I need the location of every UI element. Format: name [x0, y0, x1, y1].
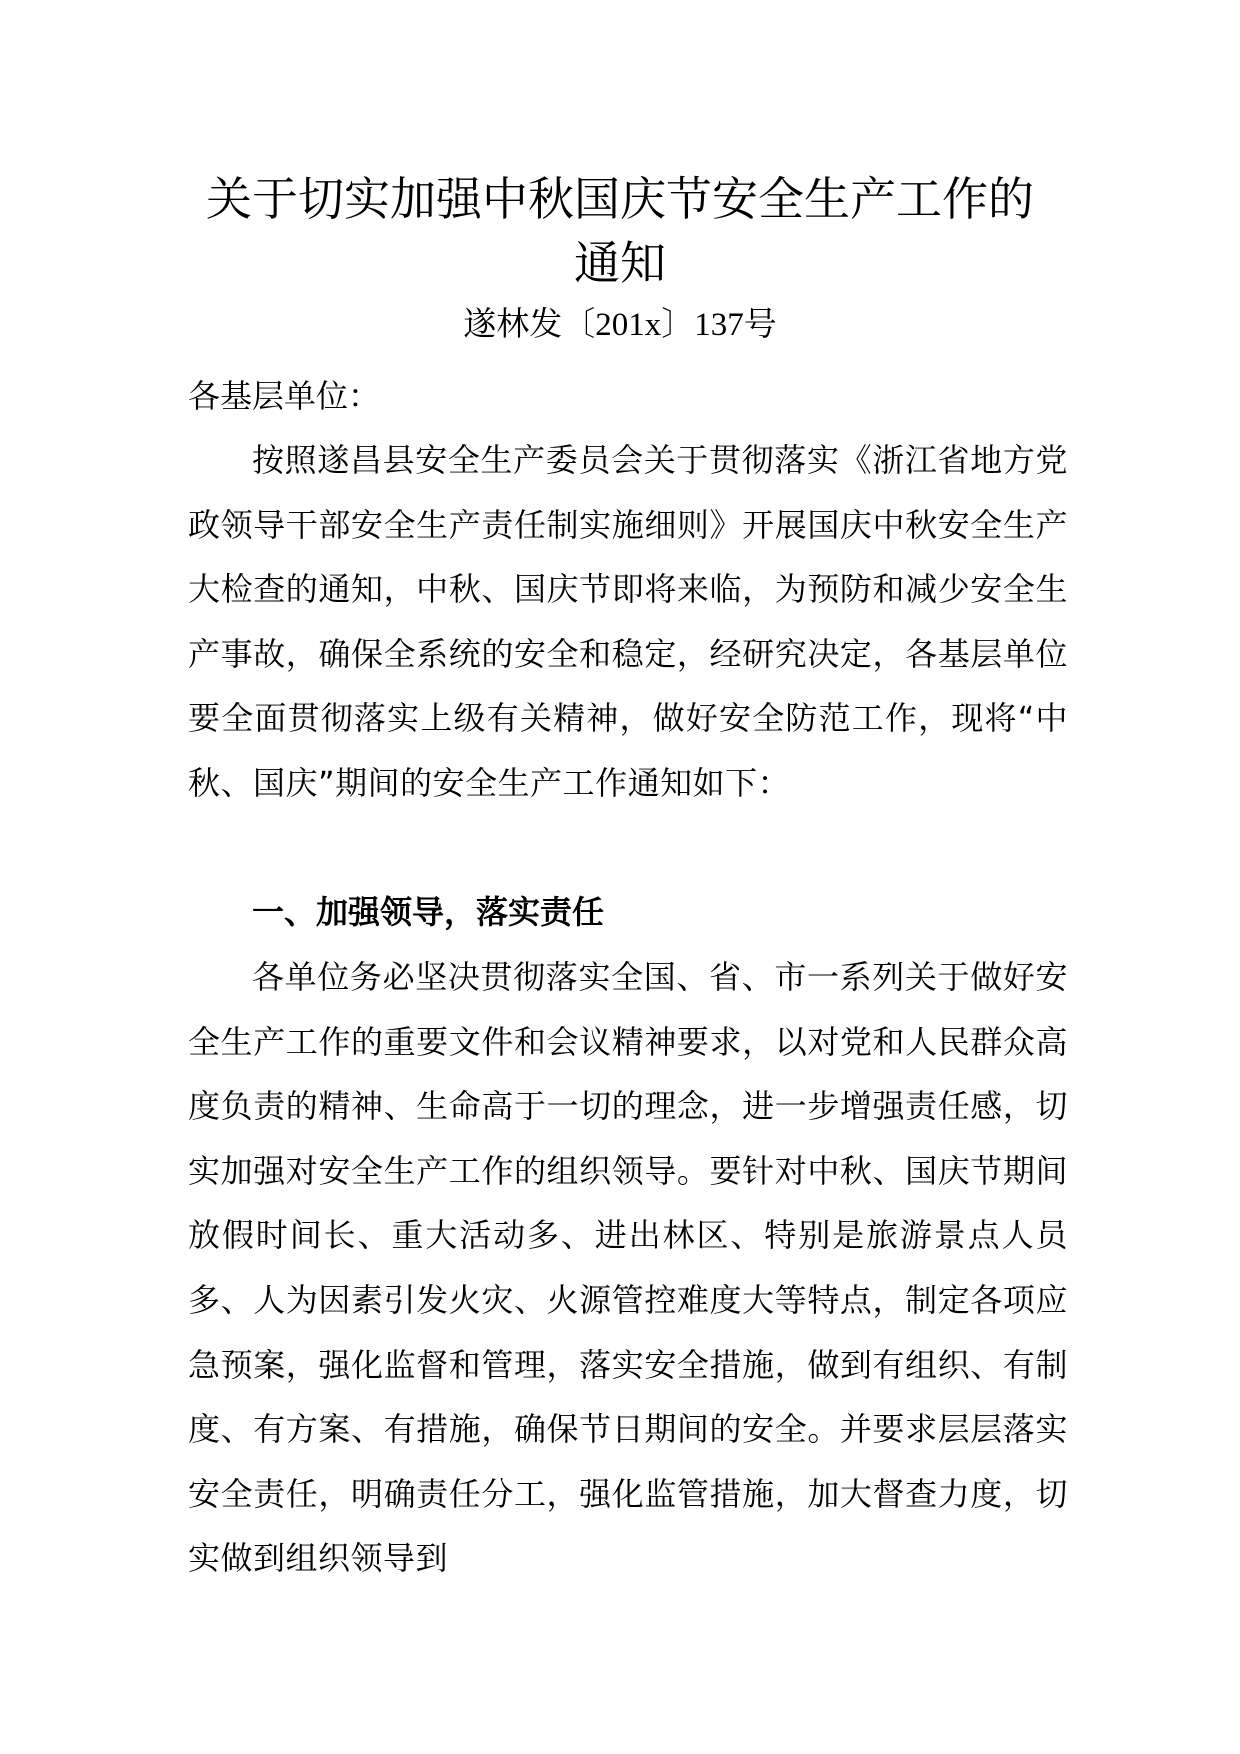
paragraph-intro: 按照遂昌县安全生产委员会关于贯彻落实《浙江省地方党政领导干部安全生产责任制实施细则》开展国庆中秋安全生产大检查的通知，中秋、国庆节即将来临，为预防和减少安全生产事故，确保全系统的安全和稳定，经研究决定，各基层单位要全面贯彻落实上级有关精神，做好安全防范工作，现将“中秋、国庆”期间的安全生产工作通知如下：: [188, 441, 1068, 802]
section-heading-1: 一、加强领导，落实责任: [252, 893, 605, 931]
page-title-line-2: 通知: [574, 236, 666, 290]
salutation: 各基层单位：: [188, 377, 381, 415]
page-title-line-1: 关于切实加强中秋国庆节安全生产工作的: [206, 172, 1034, 226]
document-number: 遂林发〔201x〕137号: [463, 307, 777, 343]
paragraph-section-1: 各单位务必坚决贯彻落实全国、省、市一系列关于做好安全生产工作的重要文件和会议精神要求，以对党和人民群众高度负责的精神、生命高于一切的理念，进一步增强责任感，切实加强对安全生产工作的组织领导。要针对中秋、国庆节期间放假时间长、重大活动多、进出林区、特别是旅游景点人员多、人为因素引发火灾、火源管控难度大等特点，制定各项应急预案，强化监督和管理，落实安全措施，做到有组织、有制度、有方案、有措施，确保节日期间的安全。并要求层层落实安全责任，明确责任分工，强化监管措施，加大督查力度，切实做到组织领导到: [188, 958, 1068, 1578]
